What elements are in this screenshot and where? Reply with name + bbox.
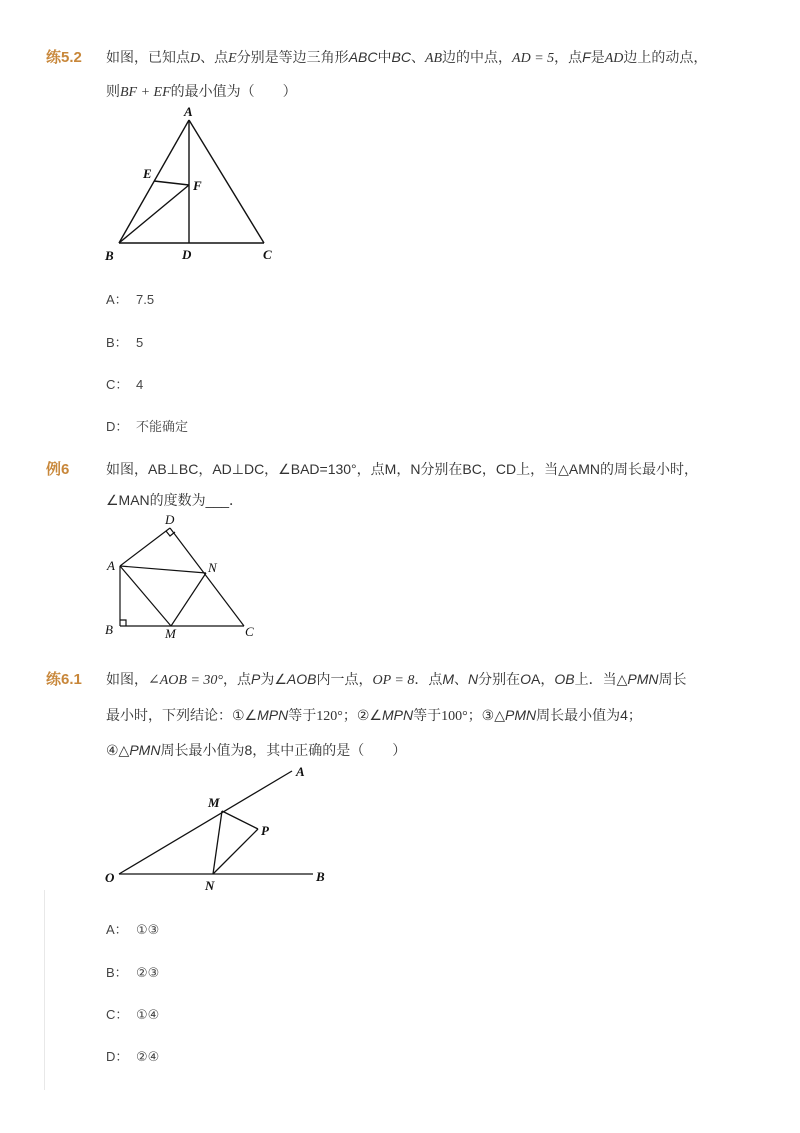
option-b[interactable]: B： ②③: [106, 965, 160, 980]
option-d[interactable]: D： ②④: [106, 1049, 160, 1064]
label-B: B: [316, 869, 325, 884]
label-D: D: [182, 247, 192, 262]
problem-5-2-line1: 如图，已知点D、点E分别是等边三角形ABC中BC、AB边的中点，AD = 5，点F是AD边上的动点，: [106, 49, 708, 66]
label-O: O: [105, 870, 115, 885]
label-M: M: [165, 626, 176, 641]
label-D: D: [165, 512, 175, 527]
label-E: E: [143, 166, 152, 181]
label-N: N: [208, 560, 217, 575]
problem-6-1-line2: 最小时，下列结论：①∠MPN等于120°；②∠MPN等于100°；③△PMN周长最小值为4；: [106, 707, 642, 724]
figure-quadrilateral: [100, 510, 270, 645]
option-c[interactable]: C： ①④: [106, 1007, 160, 1022]
label-A: A: [107, 558, 115, 573]
problem-6-1-line3: ④△PMN周长最小值为8，其中正确的是（ ）: [106, 742, 407, 758]
option-a[interactable]: A： ①③: [106, 922, 160, 937]
page-margin-rule: [44, 890, 45, 1090]
option-d[interactable]: D： 不能确定: [106, 419, 189, 434]
label-B: B: [105, 248, 114, 263]
option-b[interactable]: B： 5: [106, 335, 144, 350]
figure-equilateral-triangle: [100, 100, 300, 270]
figure-angle-aob: [100, 760, 340, 895]
label-N: N: [205, 878, 215, 893]
problem-tag-5-2: 练5.2: [46, 49, 82, 66]
problem-6-line1: 如图，AB⊥BC，AD⊥DC，∠BAD=130°，点M，N分别在BC，CD上，当△AMN的周长最小时，: [106, 461, 698, 477]
label-C: C: [263, 247, 272, 262]
label-F: F: [193, 178, 202, 193]
label-A: A: [184, 104, 193, 119]
problem-6-1-line1: 如图，∠AOB = 30°，点P为∠AOB内一点，OP = 8．点M、N分别在OA，OB上．当△PMN周长: [106, 671, 687, 688]
option-a[interactable]: A： 7.5: [106, 292, 155, 307]
label-C: C: [245, 624, 254, 639]
problem-tag-6-1: 练6.1: [46, 671, 82, 688]
label-A: A: [296, 764, 305, 779]
label-B: B: [105, 622, 113, 637]
label-P: P: [261, 823, 269, 838]
label-M: M: [208, 795, 220, 810]
problem-tag-6: 例6: [46, 461, 70, 478]
problem-6-line2: ∠MAN的度数为___．: [106, 492, 244, 508]
option-c[interactable]: C： 4: [106, 377, 144, 392]
problem-5-2-line2: 则BF + EF的最小值为（ ）: [106, 83, 297, 100]
